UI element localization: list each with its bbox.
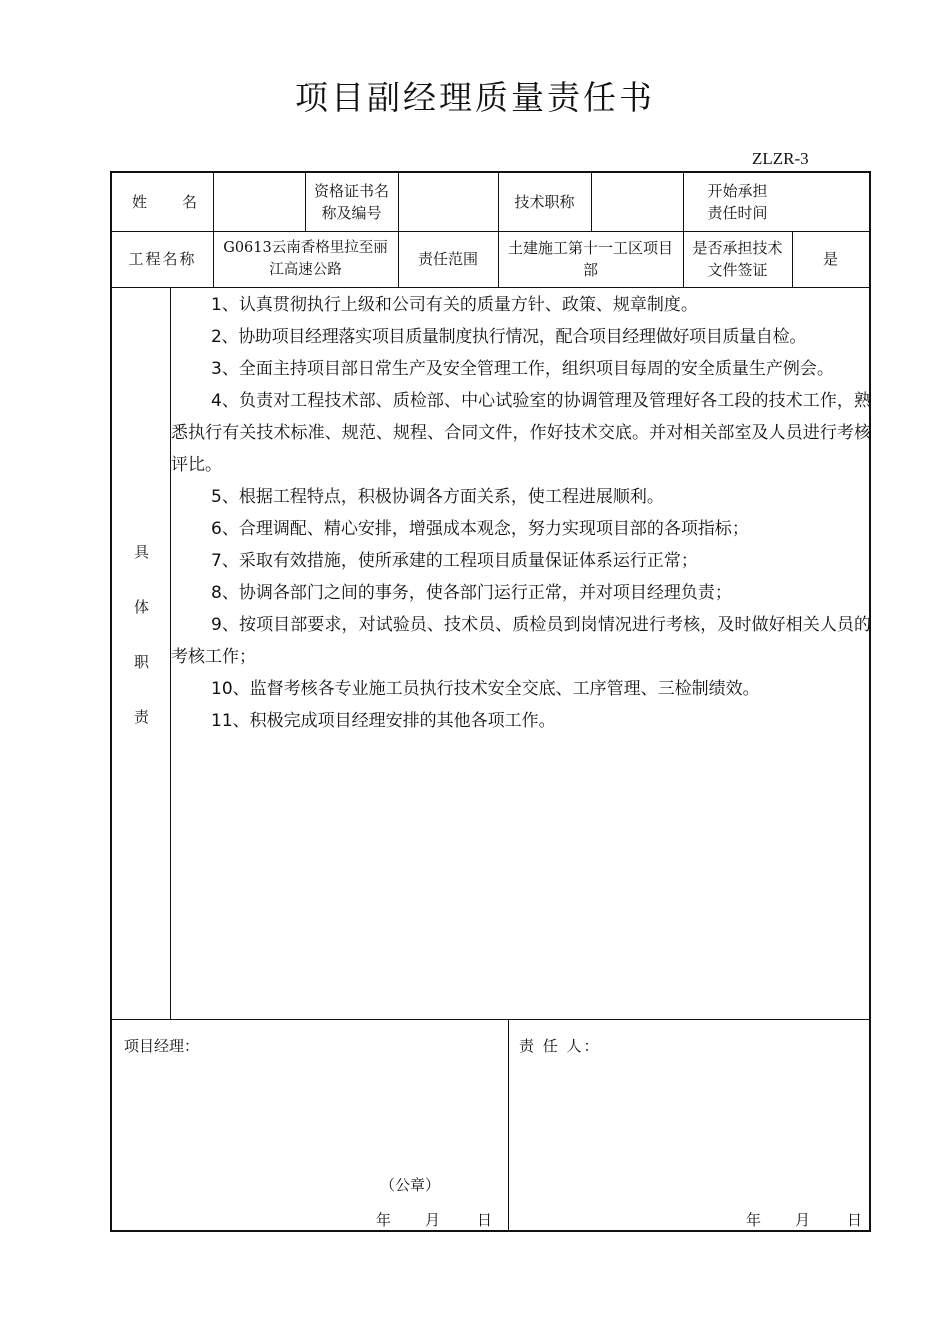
cert-value[interactable] — [398, 173, 498, 231]
responsibility-form — [110, 171, 871, 1232]
duty-item: 9、按项目部要求，对试验员、技术员、质检员到岗情况进行考核，及时做好相关人员的考核工作； — [171, 615, 871, 667]
start-label: 开始承担责任时间 — [707, 182, 768, 222]
date-right-year: 年 — [746, 1211, 762, 1229]
duty-item: 4、负责对工程技术部、质检部、中心试验室的协调管理及管理好各工段的技术工作，熟悉执行有关技术标准、规范、规程、合同文件，作好技术交底。并对相关部室及人员进行考核评比。 — [171, 391, 871, 475]
duties-list — [171, 289, 871, 737]
signature-divider — [508, 1019, 509, 1232]
name-label: 姓 名 — [132, 193, 197, 211]
start-value[interactable] — [792, 173, 869, 231]
duty-item: 1、认真贯彻执行上级和公司有关的质量方针、政策、规章制度。 — [211, 295, 698, 315]
date-right-month: 月 — [795, 1211, 811, 1229]
row-divider-2 — [112, 287, 869, 288]
tech-title-label: 技术职称 — [514, 193, 575, 211]
date-left-month: 月 — [425, 1211, 441, 1229]
cert-label: 资格证书名称及编号 — [313, 182, 389, 222]
duty-item: 7、采取有效措施，使所承建的工程项目质量保证体系运行正常； — [211, 551, 698, 571]
manager-label: 项目经理： — [124, 1037, 200, 1055]
name-value[interactable] — [213, 173, 305, 231]
duty-item: 6、合理调配、精心安排，增强成本观念，努力实现项目部的各项指标； — [211, 519, 749, 539]
duty-item: 11、积极完成项目经理安排的其他各项工作。 — [211, 711, 556, 731]
project-value: G0613云南香格里拉至丽江高速公路 — [223, 240, 388, 278]
duty-item: 3、全面主持项目部日常生产及安全管理工作，组织项目每周的安全质量生产例会。 — [211, 359, 834, 379]
date-right-day: 日 — [847, 1211, 863, 1229]
sign-value: 是 — [822, 250, 838, 268]
project-label: 工程名称 — [128, 250, 197, 268]
tech-title-value[interactable] — [591, 173, 683, 231]
scope-value: 土建施工第十一工区项目部 — [507, 239, 673, 279]
seal-label: （公章） — [380, 1176, 441, 1194]
responsible-label: 责 任 人： — [519, 1037, 601, 1055]
sign-label: 是否承担技术文件签证 — [692, 239, 783, 279]
date-left-day: 日 — [477, 1211, 493, 1229]
duties-label: 具体职责 — [132, 544, 150, 764]
duty-item: 5、根据工程特点，积极协调各方面关系，使工程进展顺利。 — [211, 487, 664, 507]
duty-item: 10、监督考核各专业施工员执行技术安全交底、工序管理、三检制绩效。 — [211, 679, 760, 699]
date-left-year: 年 — [376, 1211, 392, 1229]
document-code: ZLZR-3 — [752, 149, 809, 168]
row-divider-3 — [112, 1019, 869, 1020]
scope-label: 责任范围 — [417, 250, 478, 268]
duty-item: 8、协调各部门之间的事务，使各部门运行正常，并对项目经理负责； — [211, 583, 732, 603]
document-title: 项目副经理质量责任书 — [295, 78, 655, 117]
duty-item: 2、协助项目经理落实项目质量制度执行情况，配合项目经理做好项目质量自检。 — [211, 327, 807, 347]
